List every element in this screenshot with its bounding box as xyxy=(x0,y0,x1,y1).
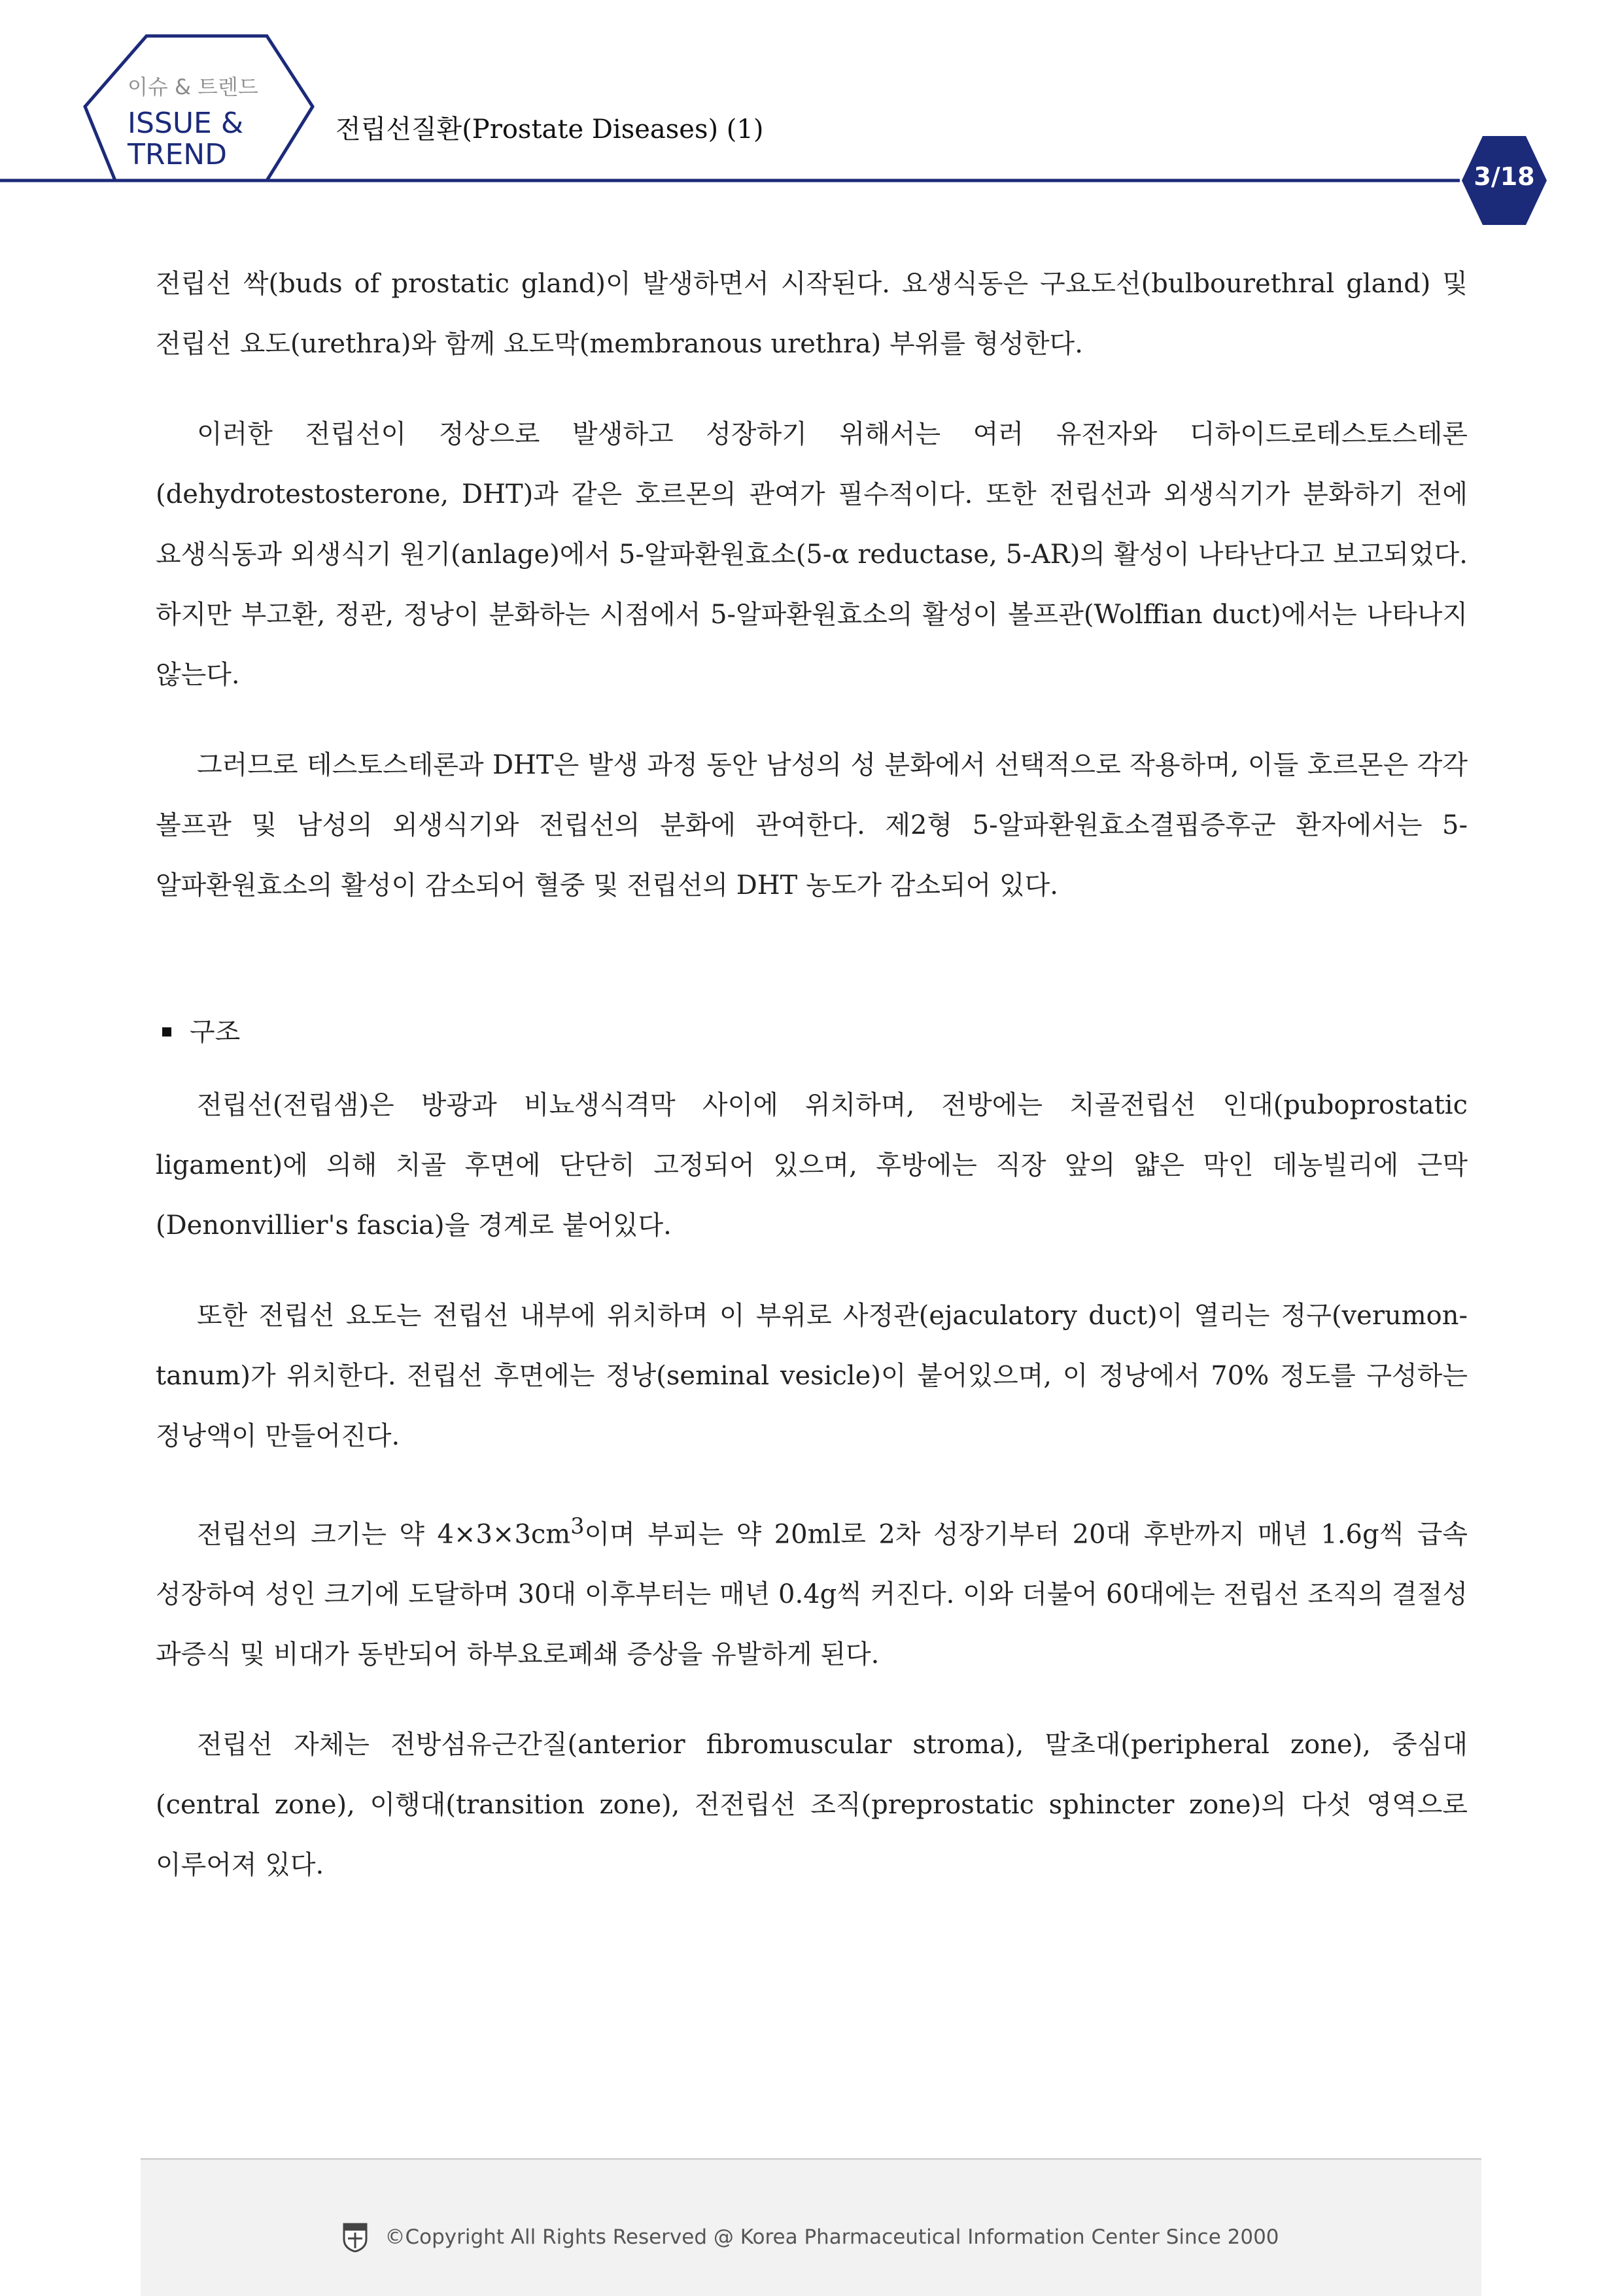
document-body xyxy=(156,254,1468,1925)
square-bullet-icon xyxy=(162,1027,171,1037)
badge-korean-label: 이슈 & 트렌드 xyxy=(128,75,258,99)
badge-trend-label: TREND xyxy=(128,138,228,171)
page-number: 3/18 xyxy=(1474,162,1535,191)
cube-superscript: 3 xyxy=(570,1513,585,1539)
footer-content xyxy=(141,2222,1481,2252)
size-text-start: 전립선의 크기는 약 4×3×3cm xyxy=(197,1519,571,1550)
shield-crest-icon xyxy=(343,2222,368,2252)
size-text-end: 이며 부피는 약 20ml로 2차 성장기부터 20대 후반까지 매년 1.6g씩 급속 성장하여 성인 크기에 도달하며 30대 이후부터는 매년 0.4g씩 커진다. 이와 더불어 60대에는 전립선 조직의 결절성 과증식 및 비대가 동반되어 하부요로폐쇄 증상을 유발하게 된다. xyxy=(156,1519,1468,1670)
body-paragraph: 그러므로 테스토스테론과 DHT은 발생 과정 동안 남성의 성 분화에서 선택적으로 작용하며, 이들 호르몬은 각각 볼프관 및 남성의 외생식기와 전립선의 분화에 관여한다. 제2형 5-알파환원효소결핍증후군 환자에서는 5-알파환원효소의 활성이 감소되어 혈중 및 전립선의 DHT 농도가 감소되어 있다. xyxy=(156,750,1468,900)
page-header xyxy=(0,0,1622,229)
section-heading-text: 구조 xyxy=(190,1017,241,1047)
page-footer xyxy=(141,2158,1481,2296)
body-paragraph-size xyxy=(156,1496,1468,1685)
body-paragraph: 전립선 자체는 전방섬유근간질(anterior fibromuscular stroma), 말초대(peripheral zone), 중심대(central zone), 이행대(transition zone), 전전립선 조직(preprostatic sphincter zone)의 다섯 영역으로 이루어져 있다. xyxy=(156,1730,1468,1881)
body-paragraph: 전립선 싹(buds of prostatic gland)이 발생하면서 시작된다. 요생식동은 구요도선(bulbourethral gland) 및 전립선 요도(urethra)와 함께 요도막(membranous urethra) 부위를 형성한다. xyxy=(156,269,1468,359)
footer-copyright: ©Copyright All Rights Reserved @ Korea Pharmaceutical Information Center Since 2000 xyxy=(385,2225,1279,2249)
badge-issue-label: ISSUE & xyxy=(128,107,244,140)
body-paragraph: 또한 전립선 요도는 전립선 내부에 위치하며 이 부위로 사정관(ejaculatory duct)이 열리는 정구(verumon-tanum)가 위치한다. 전립선 후면에는 정낭(seminal vesicle)이 붙어있으며, 이 정낭에서 70% 정도를 구성하는 정낭액이 만들어진다. xyxy=(156,1301,1468,1451)
body-paragraph: 이러한 전립선이 정상으로 발생하고 성장하기 위해서는 여러 유전자와 디하이드로테스토스테론(dehydrotestosterone, DHT)과 같은 호르몬의 관여가 필수적이다. 또한 전립선과 외생식기가 분화하기 전에 요생식동과 외생식기 원기(anlage)에서 5-알파환원효소(5-α reductase, 5-AR)의 활성이 나타난다고 보고되었다. 하지만 부고환, 정관, 정낭이 분화하는 시점에서 5-알파환원효소의 활성이 볼프관(Wolffian duct)에서는 나타나지 않는다. xyxy=(156,419,1468,690)
body-paragraph: 전립선(전립샘)은 방광과 비뇨생식격막 사이에 위치하며, 전방에는 치골전립선 인대(puboprostatic ligament)에 의해 치골 후면에 단단히 고정되어 있으며, 후방에는 직장 앞의 얇은 막인 데농빌리에 근막(Denonvillier's fascia)을 경계로 붙어있다. xyxy=(156,1090,1468,1241)
section-heading xyxy=(162,1012,1468,1052)
page-title: 전립선질환(Prostate Diseases) (1) xyxy=(336,114,764,145)
